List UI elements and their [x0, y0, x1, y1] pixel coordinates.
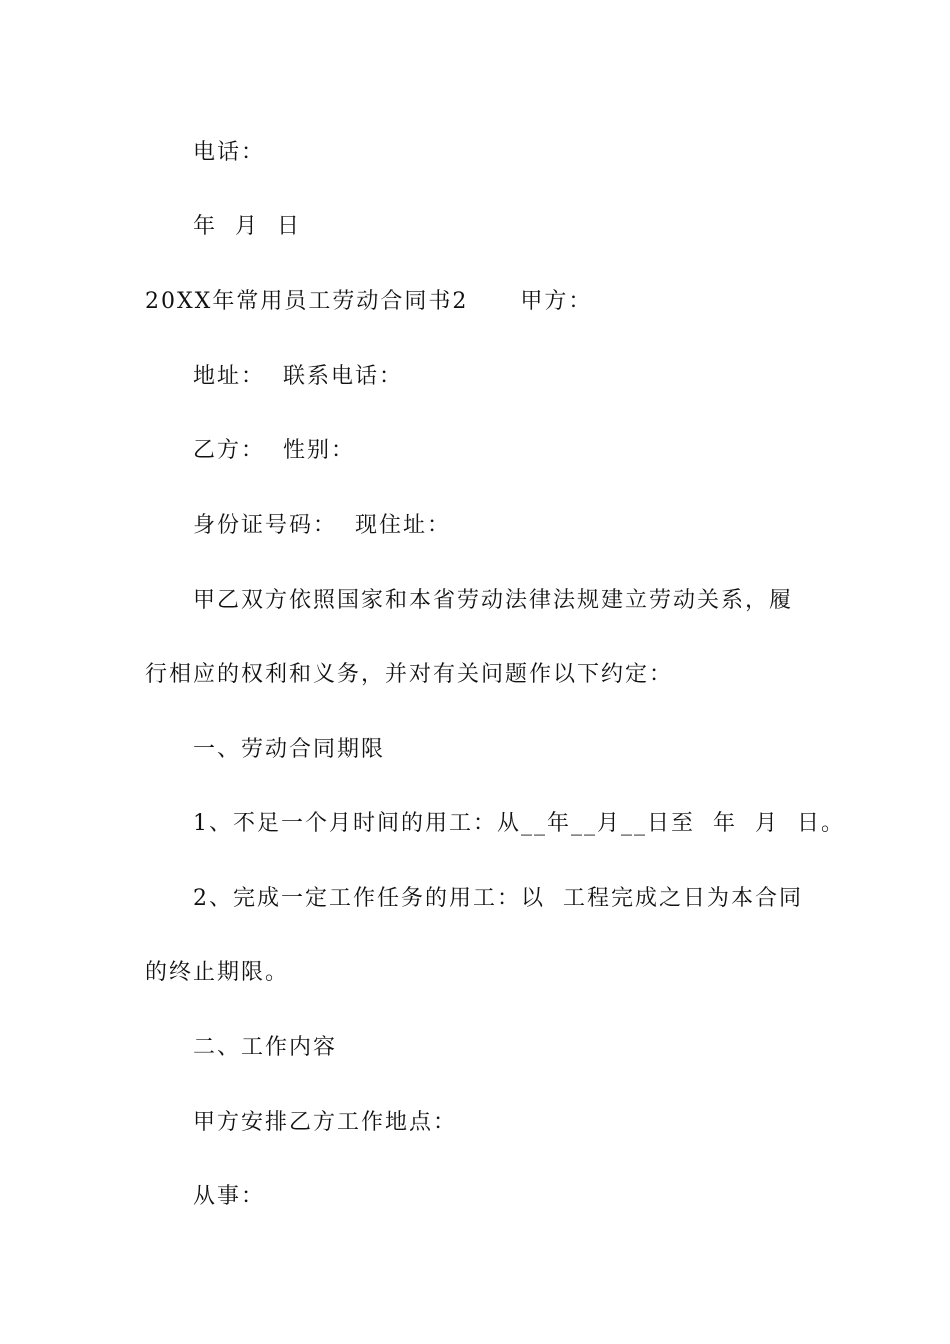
clause-line: 1、不足一个月时间的用工：从__年__月__日至 年 月 日。	[193, 811, 845, 836]
contract-title-line	[145, 287, 592, 317]
section-heading: 一、劳动合同期限	[193, 737, 386, 762]
id-address-line: 身份证号码： 现住址：	[193, 513, 451, 538]
party-a-label: 甲方：	[520, 289, 593, 314]
paragraph-line: 甲乙双方依照国家和本省劳动法律法规建立劳动关系，履	[193, 588, 794, 613]
date-line: 年 月 日	[193, 214, 301, 239]
work-duty-line: 从事：	[193, 1184, 266, 1209]
phone-label: 电话：	[193, 140, 266, 165]
section-heading: 二、工作内容	[193, 1035, 338, 1060]
contract-title: 20XX年常用员工劳动合同书2	[145, 289, 469, 314]
clause-line: 的终止期限。	[145, 960, 290, 985]
paragraph-line: 行相应的权利和义务，并对有关问题作以下约定：	[145, 662, 674, 687]
party-b-gender-line: 乙方： 性别：	[193, 438, 355, 463]
work-location-line: 甲方安排乙方工作地点：	[193, 1110, 458, 1135]
address-phone-line: 地址： 联系电话：	[193, 364, 403, 389]
clause-line: 2、完成一定工作任务的用工：以 工程完成之日为本合同	[193, 886, 803, 911]
